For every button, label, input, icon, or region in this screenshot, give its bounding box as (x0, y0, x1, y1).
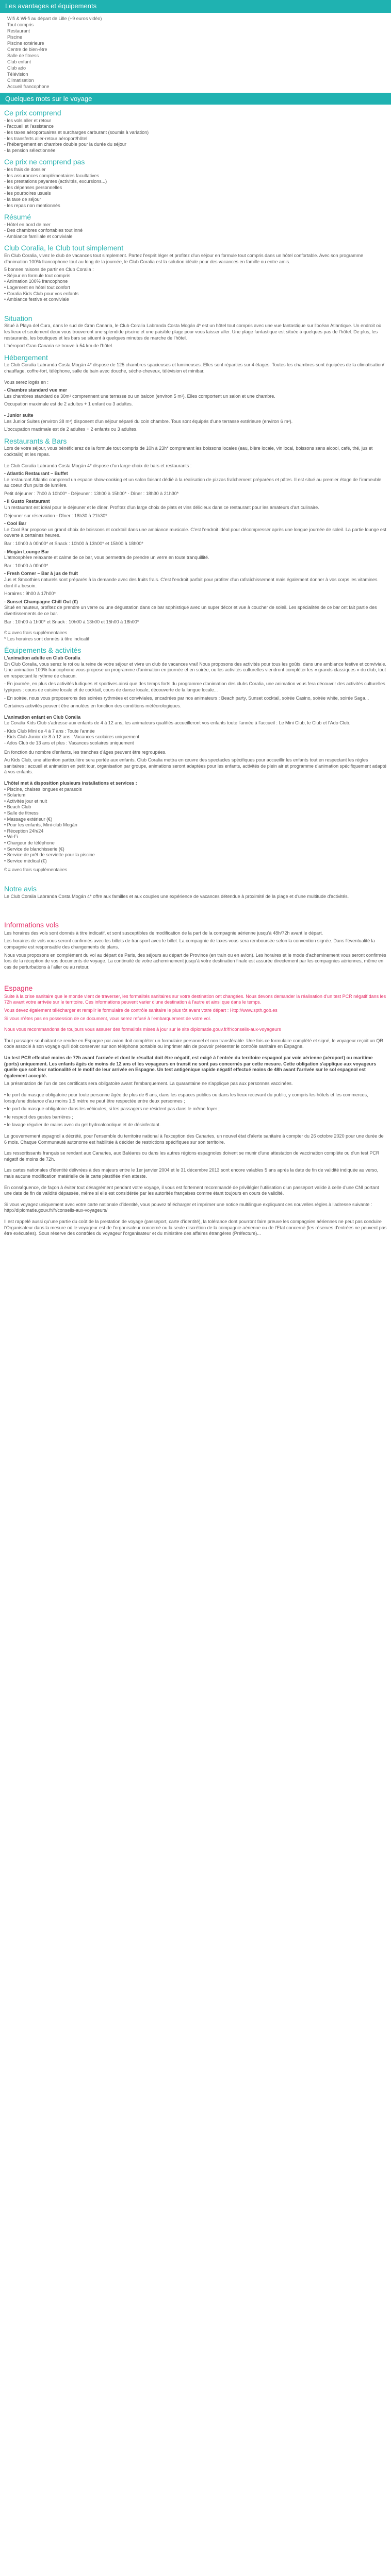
equip-note: € = avec frais supplémentaires (4, 867, 68, 873)
resto-hours: Déjeuner sur réservation - Dîner : 18h30 à 21h30* (4, 513, 107, 518)
equip-kids-title: L'animation enfant en Club Coralia (4, 714, 81, 720)
resto-text: Jus et Smoothies naturels sont préparés à la demande avec des fruits frais. C'est l'endroit parfait pour profiter d'un rafraîchissement mais également donner à vos corps les vitamines dont il a besoin. (4, 577, 378, 588)
resto-hours: Petit déjeuner : 7h00 à 10h00* - Déjeuner : 13h00 à 15h00* - Dîner : 18h30 à 21h30* (4, 490, 179, 496)
equip-anim-title: L'animation adulte en Club Coralia (4, 655, 80, 660)
spain-text: Un test PCR effectué moins de 72h avant l'arrivée et dont le résultat doit être négatif, est exigé à l'entrée du territoire espagnol par voie aérienne (aéroport) ou maritime (ports) uniquement. Les enfants âgés de moins de 12 ans et les voyageurs en transit ne sont pas concernés par cette mesure. Cette obligation s'applique aux voyageurs quelle que soit leur nationalité et le motif de leur arrivée en Espagne. Un test antigénique rapide négatif effectué moins de 48h avant l'arrivée sur le sol espagnol est également accepté. (4, 1055, 377, 1078)
resto-name: - Mogán Lounge Bar (4, 549, 49, 554)
lodging-types: Vous serez logés en : (4, 379, 49, 385)
list-item: - les prestations payantes (activités, excursions...) (4, 179, 107, 184)
list-item: - la taxe de séjour (4, 196, 41, 202)
summary-title: Résumé (4, 213, 31, 222)
resto-text: Le Cool Bar propose un grand choix de boissons et cocktail dans une ambiance musicale. C'est l'endroit idéal pour décompresser après une longue journée de soleil. La partie lounge est ouverte à certaines heures. (4, 527, 386, 538)
list-item: Télévision (7, 71, 28, 77)
list-item: Piscine extérieure (7, 40, 44, 46)
spain-bullet: • le port du masque obligatoire pour toute personne âgée de plus de 6 ans, dans les espaces publics ou dans les lieux recevant du public, y compris les hôtels et les commerces, lorsqu'une distance d'au moins 1,5 mètre ne peut être respectée entre deux personnes ; (4, 1092, 368, 1104)
list-item: - Des chambres confortables tout inné (4, 228, 83, 233)
equip-anim-text: - En soirée, nous vous proposerons des soirées rythmées et conviviales, encadrées par nos animateurs : Beach party, Sunset cocktail, soirée Casino, soirée white, soirée Saga... (4, 695, 369, 701)
advantages-header: Les avantages et équipements (0, 0, 391, 13)
spain-bullet: • le port du masque obligatoire dans les véhicules, si les passagers ne résident pas dans le même foyer ; (4, 1106, 220, 1112)
equip-facilities-title: L'hôtel met à disposition plusieurs installations et services : (4, 781, 137, 786)
list-item: - Kids Club Mini de 4 à 7 ans : Toute l'année (4, 728, 95, 734)
lodging-standard-text: Les chambres standard de 30m² comprennent une terrasse ou un balcon (environ 5 m²). Elles comportent un salon et une chambre. (4, 393, 275, 399)
list-item: • Activités jour et nuit (4, 798, 47, 804)
list-item: - Ados Club de 13 ans et plus : Vacances scolaires uniquement (4, 740, 134, 746)
list-item: Centre de bien-être (7, 46, 47, 52)
list-item: • Piscine, chaises longues et parasols (4, 786, 82, 792)
list-item: - Ambiance familiale et conviviale (4, 233, 73, 239)
resto-name: - Cool Bar (4, 521, 27, 527)
club-text: En Club Coralia, vivez le club de vacances tout simplement. Partez l'esprit léger et profitez d'un séjour en formule tout compris dans un hôtel confortable. Avec son programme d'animation 100% francophone tout au long de la journée, le Club Coralia est la solution idéale pour des vacances en famille ou entre amis. (4, 253, 364, 264)
spain-text: Suite à la crise sanitaire que le monde vient de traverser, les formalités sanitaires sur votre destination ont changées. Nous devons demander la réalisation d'un test PCR négatif dans les 72h avant votre arrivée sur le territoire. Ces informations peuvent varier d'une destination à l'autre et ainsi que dans le temps. (4, 993, 386, 1005)
resto-text: Un restaurant est idéal pour le déjeuner et le dîner. Profitez d'un large choix de plats et vins délicieux dans ce restaurant pour les amateurs d'art culinaire. (4, 505, 319, 511)
list-item: • Animation 100% francophone (4, 279, 68, 284)
lodging-junior-occupancy: L'occupation maximale est de 2 adultes + 2 enfants ou 3 adultes. (4, 427, 138, 432)
list-item: • Beach Club (4, 804, 31, 810)
resto-intro: Le Club Coralia Labranda Costa Mogán 4* dispose d'un large choix de bars et restaurants : (4, 463, 192, 468)
resto-text: Le restaurant Atlantic comprend un espace show-cooking et un salon faisant dédié à la réalisation de pizzas fraîchement préparées et pâtes. Il est situé au premier étage de l'immeuble au coeur d'un puits de lumière. (4, 477, 382, 488)
advantages-list (0, 13, 391, 93)
voyage-content (0, 110, 391, 1237)
resto-note: * Les horaires sont donnés à titre indicatif (4, 636, 90, 641)
list-item: • Coralia Kids Club pour vos enfants (4, 291, 79, 296)
resto-name: - Il Gusto Restaurant (4, 499, 50, 504)
spain-text: Si vous n'êtes pas en possession de ce document, vous serez refusé à l'embarquement de votre vol. (4, 1015, 211, 1021)
price-excluded-title: Ce prix ne comprend pas (4, 158, 85, 166)
spain-text: Les ressortissants français se rendant aux Canaries, aux Baléares ou dans les autres régions espagnoles doivent se munir d'une attestation de vaccination complète ou d'un test PCR négatif de moins de 72h. (4, 1150, 380, 1162)
spain-text: En conséquence, de façon à éviter tout désagrément pendant votre voyage, il vous est fortement recommandé de privilégier l'utilisation d'un passeport valide à celle d'une CNI portant une date de fin de validité dépassée, même si elle est considérée par les autorités françaises comme étant toujours en cours de validité. (4, 1184, 379, 1196)
equip-title: Équipements & activités (4, 646, 82, 655)
lodging-junior-text: Les Junior Suites (environ 38 m²) disposent d'un séjour séparé du coin chambre. Tous sont équipés d'une terrasse extérieure (environ 6 m²). (4, 418, 293, 424)
info-text: Nous vous proposons en complément du vol au départ de Paris, des séjours au départ de Province (en train ou en avion). Les horaires et le mode d'acheminement vous seront confirmés lors de la réception de vos documents de voyage. La continuité de votre acheminement jusqu'à votre destination finale est assurée directement par les compagnies aériennes, même en cas de perturbations à l'aller ou au retour. (4, 952, 386, 970)
list-item: - Kids Club Junior de 8 à 12 ans : Vacances scolaires uniquement (4, 734, 139, 740)
club-intro: 5 bonnes raisons de partir en Club Coralia : (4, 267, 94, 273)
list-item: - la pension sélectionnée (4, 147, 56, 153)
lodging-text: Le Club Coralia Labranda Costa Mogán 4* dispose de 125 chambres spacieuses et lumineuses. Elles sont réparties sur 4 étages. Toutes les chambres sont équipées de la climatisation/ chauffage, coffre-fort, téléphone, salle de bain avec douche, sèche-cheveux, télévision et minibar. (4, 362, 384, 374)
list-item: Piscine (7, 34, 23, 40)
info-text: Les horaires de vols vous seront confirmés avec les billets de transport avec le billet. La compagnie de taxes vous sera remboursée selon la convention signée. Dans l'éventualité la compagnie est responsable des changements de plans. (4, 938, 375, 950)
list-item: Salle de fitness (7, 53, 39, 58)
resto-hours: Bar : 10h00 à 1h00* et Snack : 10h00 à 13h00 et 15h00 à 18h00* (4, 619, 139, 624)
list-item: - les transferts aller-retour aéroport/hôtel (4, 135, 88, 141)
list-item: • Séjour en formule tout compris (4, 273, 71, 278)
spain-text: Il est rappelé aussi qu'une partie du coût de la prestation de voyage (passeport, carte d'identité), la tolérance dont pourront faire preuve les compagnies aériennes ne peut pas conduire l'Organisateur dans la mesure où le voyageur est de l'organisateur concerné ou la seule discrétion de la compagnie aérienne ou de l'Etat concerné (les réserves d'entrées ne peuvent pas être exécutées). Sous réserve des contrôles du voyageur l'organisateur et du ministère des affaires étrangères (Préfecture)... (4, 1218, 387, 1236)
list-item: Climatisation (7, 77, 34, 83)
list-item: - l'hébergement en chambre double pour la durée du séjour (4, 142, 126, 147)
spain-bullet: • le lavage régulier de mains avec du gel hydroalcoolique et de désinfectant. (4, 1122, 161, 1128)
notice-title: Notre avis (4, 884, 37, 893)
situation-text: Situé à Playa del Cura, dans le sud de Gran Canaria, le Club Coralia Labranda Costa Mogán 4* est un hôtel tout compris avec une vue fantastique sur l'océan Atlantique. Un endroit où les lieux et seulement deux vous trouveront une splendide piscine et une paisible plage pour vous laisser aller. Une plage fantastique est située à quelques pas de l'hôtel. De plus, les restaurants, les boutiques et les bars se situent à quelques minutes de marche de l'hôtel. (4, 323, 382, 341)
list-item: • Logement en hôtel tout confort (4, 285, 70, 291)
resto-name: - Fresh Corner – Bar à jus de fruit (4, 571, 78, 577)
info-title: Informations vols (4, 921, 59, 929)
list-item: - les vols aller et retour (4, 117, 52, 123)
list-item: Club ado (7, 65, 26, 71)
resto-name: - Atlantic Restaurant – Buffet (4, 471, 68, 477)
notice-text: Le Club Coralia Labranda Costa Mogán 4* offre aux familles et aux couples une expérience de vacances détendue à proximité de la plage et d'une multitude d'activités. (4, 893, 349, 899)
list-item: • Service de prêt de serviette pour la piscine (4, 852, 95, 858)
spain-text: Tout passager souhaitant se rendre en Espagne par avion doit compléter un formulaire personnel et non transférable. Une fois ce formulaire complété et signé, le voyageur reçoit un QR code associé à son voyage qu'il doit conserver sur son téléphone portable ou imprimer afin de pouvoir présenter le contrôle sanitaire en Espagne. (4, 1038, 383, 1049)
spain-text: Si vous voyagez uniquement avec votre carte nationale d'identité, vous pouvez télécharger et imprimer une notice multilingue expliquant ces nouvelles règles à l'adresse suivante : http://diplomatie.gouv.fr/fr/conseils-aux-voyageurs/ (4, 1201, 372, 1213)
list-item: • Ambiance festive et conviviale (4, 297, 69, 302)
list-item: Accueil francophone (7, 83, 50, 89)
list-item: Wifi & Wi-fi au départ de Lille (+9 euros vidéo) (7, 15, 102, 21)
equip-anim-text: En Club Coralia, vous serez le roi ou la reine de votre séjour et vivre un club de vacances vrai! Nous proposons des activités pour tous les goûts, dans une ambiance festive et conviviale. Une animation 100% francophone vous propose un programme d'animation en journée et en soirée, ou les activités culturelles viendront compléter les « grands classiques » du club, tout en respectant le rythme de chacun. (4, 661, 386, 679)
resto-note: € = avec frais supplémentaires (4, 630, 68, 636)
spain-text: La présentation de l'un de ces certificats sera obligatoire avant l'embarquement. La quarantaine ne s'applique pas aux personnes vaccinées. (4, 1081, 293, 1087)
situation-title: Situation (4, 314, 32, 323)
situation-airport: L'aéroport Gran Canaria se trouve à 54 km de l'hôtel. (4, 343, 113, 349)
list-item: - les repas non mentionnés (4, 202, 60, 208)
list-item: - les pourboires usuels (4, 191, 51, 196)
spain-title: Espagne (4, 984, 33, 993)
list-item: Club enfant (7, 59, 31, 64)
resto-name: - Sunset Champagne Chill Out (€) (4, 599, 78, 604)
list-item: • Salle de fitness (4, 810, 39, 816)
equip-kids-text: Au Kids Club, une attention particulière sera portée aux enfants. Club Coralia mettra en œuvre des spectacles spécifiques pour accueillir les enfants tout en respectant les règles sanitaires : accueil et animation en petit tour, organisation par groupe, animations seront adaptées pour les enfants, activités de plein air et programme d'animation spécifiquement adapté à vos enfants. (4, 757, 387, 775)
spain-text: Les cartes nationales d'identité délivrées à des majeurs entre le 1er janvier 2004 et le 31 décembre 2013 sont encore valables 5 ans après la date de fin de validité indiquée au verso, mais aucune modification matérielle de la carte plastifiée n'en atteste. (4, 1167, 379, 1179)
list-item: • Service médical (€) (4, 858, 47, 863)
resto-hours: Bar : 10h00 à 00h00* (4, 563, 48, 568)
lodging-title: Hébergement (4, 353, 48, 362)
lodging-standard-occupancy: Occupation maximale est de 2 adultes + 1 enfant ou 3 adultes. (4, 401, 133, 407)
list-item: - les frais de dossier (4, 166, 46, 172)
spain-bullet: • le respect des gestes barrières ; (4, 1114, 73, 1120)
info-text: Les horaires des vols sont donnés à titre indicatif, et sont susceptibles de modification de la part de la compagnie aérienne jusqu'à 48h/72h avant le départ. (4, 930, 323, 936)
resto-hours: Bar : 10h00 à 00h00* et Snack : 10h00 à 13h00* et 15h00 à 18h00* (4, 541, 143, 547)
spain-text: Le gouvernement espagnol a décrété, pour l'ensemble du territoire national à l'exception des Canaries, un nouvel état d'alerte sanitaire à compter du 26 octobre 2020 pour une durée de 6 mois. Chaque Communauté autonome est habilitée à décider de restrictions spécifiques sur son territoire. (4, 1133, 384, 1145)
list-item: - Hôtel en bord de mer (4, 222, 51, 227)
voyage-header: Quelques mots sur le voyage (0, 93, 391, 105)
list-item: Restaurant (7, 28, 30, 33)
list-item: Tout compris (7, 22, 34, 27)
list-item: - les taxes aéroportuaires et surcharges carburant (soumis à variation) (4, 129, 149, 135)
lodging-standard: - Chambre standard vue mer (4, 387, 68, 393)
resto-text: Situé en hauteur, profitez de prendre un verre ou une dégustation dans ce bar sophistiqué avec un super décor et vue à coucher de soleil. Les spécialités de ce bar ont fait partie des divertissements de ce bar. (4, 605, 377, 616)
club-title: Club Coralia, le Club tout simplement (4, 244, 124, 252)
resto-title: Restaurants & Bars (4, 436, 67, 445)
equip-anim-text: - En journée, en plus des activités ludiques et sportives ainsi que des temps forts du programme d'animation des clubs Coralia, une animation vous fera découvrir des activités culturelles typiques : cours de cuisine locale et de cocktail, cours de danse locale, découverte de la langue locale... (4, 681, 385, 692)
list-item: • Solarium (4, 792, 26, 798)
list-item: • Pour les enfants, Mini-club Mogán (4, 822, 77, 828)
list-item: • Wi-Fi (4, 834, 18, 840)
price-included-title: Ce prix comprend (4, 109, 61, 117)
resto-hours: Horaires : 9h00 à 17h00* (4, 591, 56, 597)
equip-kids-text: Le Coralia Kids Club s'adresse aux enfants de 4 à 12 ans, les animateurs qualifiés accueilleront vos enfants toute l'année à l'accueil : Le Mini Club, le Club et l'Ado Club. (4, 720, 351, 726)
equip-anim-note: Certaines activités peuvent être annulées en fonction des conditions météorologiques. (4, 703, 182, 709)
list-item: • Chargeur de téléphone (4, 840, 55, 845)
list-item: • Massage extérieur (€) (4, 816, 53, 822)
list-item: • Réception 24h/24 (4, 828, 44, 834)
list-item: • Service de blanchisserie (€) (4, 846, 64, 852)
resto-text: L'atmosphère relaxante et calme de ce bar, vous permettra de prendre un verre en toute tranquillité. (4, 555, 209, 561)
spain-text: Vous devez également télécharger et remplir le formulaire de contrôle sanitaire le plus tôt avant votre départ : Http://www.spth.gob.es (4, 1008, 278, 1013)
equip-kids-text: En fonction du nombre d'enfants, les tranches d'âges peuvent être regroupées. (4, 749, 167, 755)
list-item: - les assurances complémentaires facultatives (4, 173, 100, 178)
list-item: - l'accueil et l'assistance (4, 124, 54, 129)
lodging-junior: - Junior suite (4, 412, 34, 418)
spain-text: Nous vous recommandons de toujours vous assurer des formalités mises à jour sur le site diplomatie.gouv.fr/fr/conseils-aux-voyageurs (4, 1027, 281, 1032)
resto-text: Lors de votre séjour, vous bénéficierez de la formule tout compris de 10h à 23h* comprenant les boissons locales (eau, bière locale, vin local, boissons sans alcool, café, thé, jus et cocktails) et les repas. (4, 446, 373, 457)
list-item: - les dépenses personnelles (4, 184, 62, 190)
